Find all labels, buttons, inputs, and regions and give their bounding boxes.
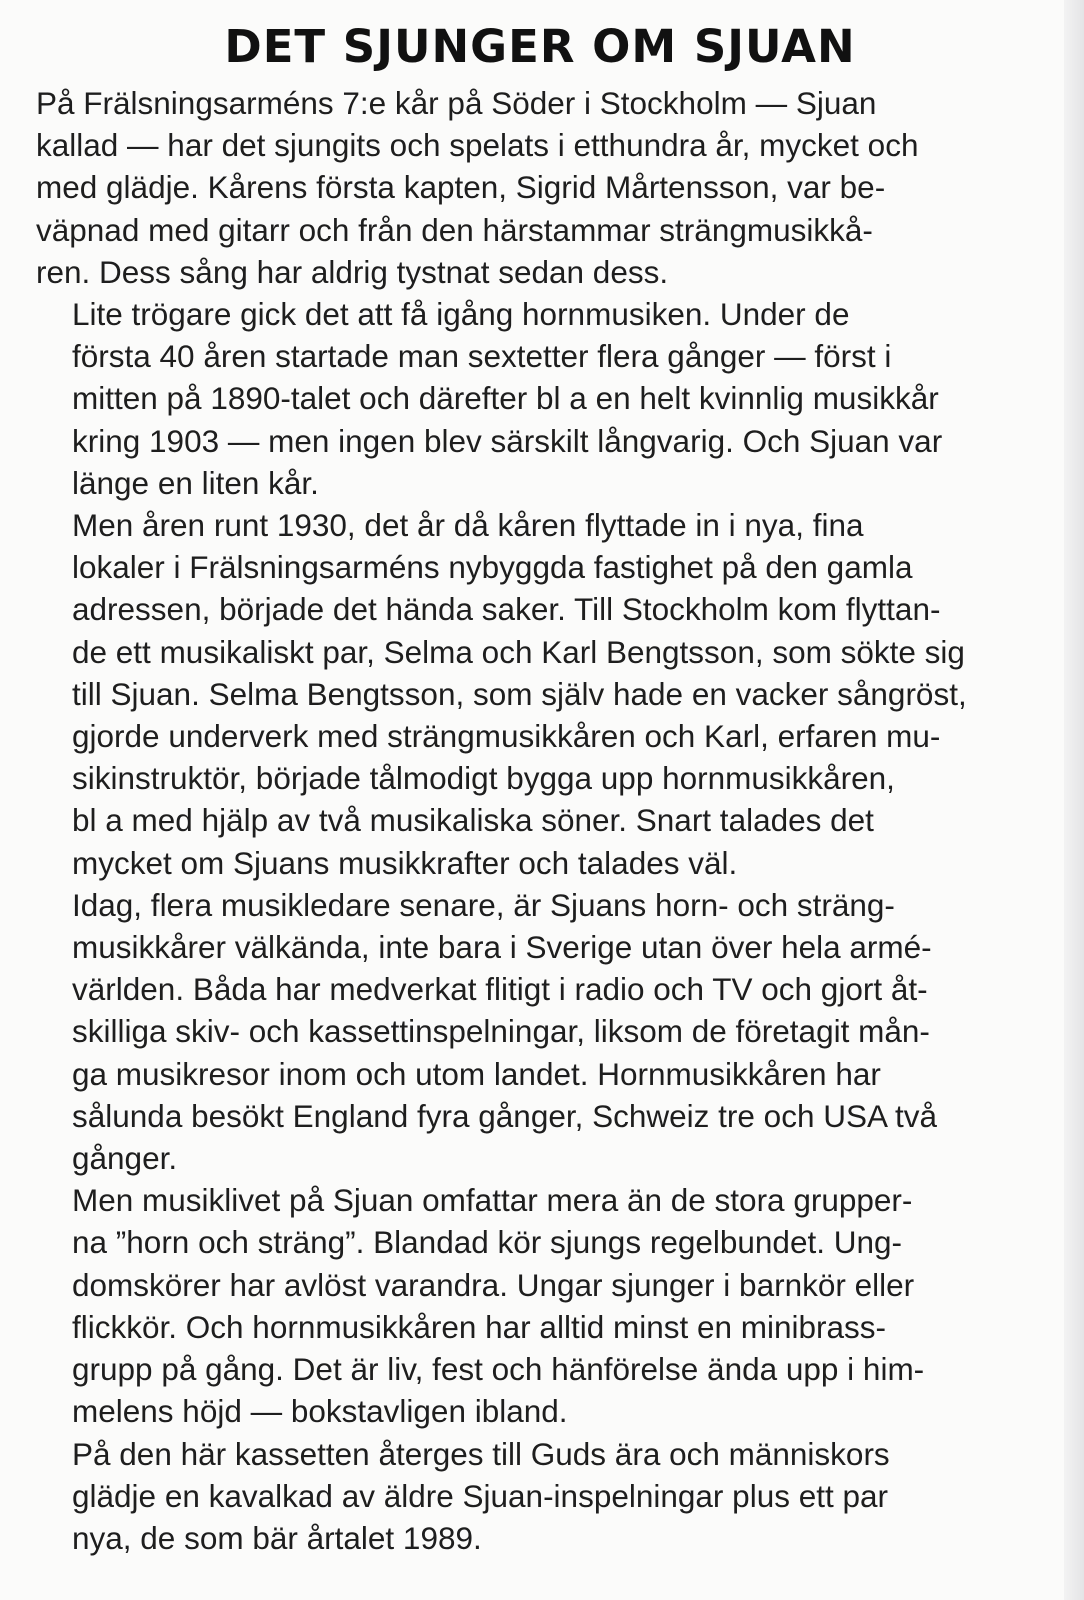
text-line: med glädje. Kårens första kapten, Sigrid Mårtensson, var be- bbox=[36, 169, 886, 206]
text-line: Idag, flera musikledare senare, är Sjuans horn- och sträng- bbox=[72, 886, 895, 923]
text-line: lokaler i Frälsningsarméns nybyggda fastighet på den gamla bbox=[72, 549, 913, 586]
text-line: kring 1903 — men ingen blev särskilt långvarig. Och Sjuan var bbox=[72, 422, 943, 459]
paragraph-1 bbox=[36, 82, 1058, 293]
article-body bbox=[36, 82, 1058, 1559]
paragraph-6 bbox=[36, 1433, 1058, 1560]
text-line: glädje en kavalkad av äldre Sjuan-inspelningar plus ett par bbox=[72, 1477, 889, 1514]
text-line: mycket om Sjuans musikkrafter och talades väl. bbox=[72, 844, 738, 881]
text-line: första 40 åren startade man sextetter flera gånger — först i bbox=[72, 338, 892, 375]
text-line: adressen, började det hända saker. Till Stockholm kom flyttan- bbox=[72, 591, 941, 628]
text-line: Men musiklivet på Sjuan omfattar mera än de stora grupper- bbox=[72, 1182, 913, 1219]
text-line: domskörer har avlöst varandra. Ungar sjunger i barnkör eller bbox=[72, 1266, 915, 1303]
text-line: melens höjd — bokstavligen ibland. bbox=[72, 1393, 568, 1430]
text-line: flickkör. Och hornmusikkåren har alltid minst en minibrass- bbox=[72, 1308, 887, 1345]
text-line: Men åren runt 1930, det år då kåren flyttade in i nya, fina bbox=[72, 507, 864, 544]
text-line: världen. Båda har medverkat flitigt i radio och TV och gjort åt- bbox=[72, 971, 928, 1008]
text-line: skilliga skiv- och kassettinspelningar, liksom de företagit mån- bbox=[72, 1013, 930, 1050]
text-line: ren. Dess sång har aldrig tystnat sedan dess. bbox=[36, 253, 669, 290]
text-line: gjorde underverk med strängmusikkåren och Karl, erfaren mu- bbox=[72, 718, 941, 755]
text-line: På den här kassetten återges till Guds ära och människors bbox=[72, 1435, 890, 1472]
text-line: På Frälsningsarméns 7:e kår på Söder i Stockholm — Sjuan bbox=[36, 85, 877, 121]
text-line: länge en liten kår. bbox=[72, 464, 319, 501]
text-line: musikkårer välkända, inte bara i Sverige utan över hela armé- bbox=[72, 929, 932, 966]
text-line: bl a med hjälp av två musikaliska söner. Snart talades det bbox=[72, 802, 874, 839]
paragraph-5 bbox=[36, 1179, 1058, 1432]
page-edge-shadow bbox=[1064, 0, 1084, 1600]
text-line: väpnad med gitarr och från den härstammar strängmusikkå- bbox=[36, 211, 873, 248]
text-line: gånger. bbox=[72, 1140, 178, 1177]
page-title: DET SJUNGER OM SJUAN bbox=[224, 20, 856, 73]
text-line: Lite trögare gick det att få igång hornmusiken. Under de bbox=[72, 296, 850, 333]
text-line: na ”horn och sträng”. Blandad kör sjungs regelbundet. Ung- bbox=[72, 1224, 902, 1261]
text-line: mitten på 1890-talet och därefter bl a en helt kvinnlig musikkår bbox=[72, 380, 939, 417]
text-line: grupp på gång. Det är liv, fest och hänförelse ända upp i him- bbox=[72, 1351, 925, 1388]
paragraph-4 bbox=[36, 884, 1058, 1179]
text-line: kallad — har det sjungits och spelats i etthundra år, mycket och bbox=[36, 127, 919, 164]
paragraph-3 bbox=[36, 504, 1058, 884]
text-line: till Sjuan. Selma Bengtsson, som själv hade en vacker sångröst, bbox=[72, 675, 967, 712]
text-line: sålunda besökt England fyra gånger, Schweiz tre och USA två bbox=[72, 1097, 938, 1134]
paragraph-2 bbox=[36, 293, 1058, 504]
text-line: ga musikresor inom och utom landet. Hornmusikkåren har bbox=[72, 1055, 881, 1092]
text-line: sikinstruktör, började tålmodigt bygga upp hornmusikkåren, bbox=[72, 760, 895, 797]
text-line: de ett musikaliskt par, Selma och Karl Bengtsson, som sökte sig bbox=[72, 633, 965, 670]
text-line: nya, de som bär årtalet 1989. bbox=[72, 1519, 482, 1556]
